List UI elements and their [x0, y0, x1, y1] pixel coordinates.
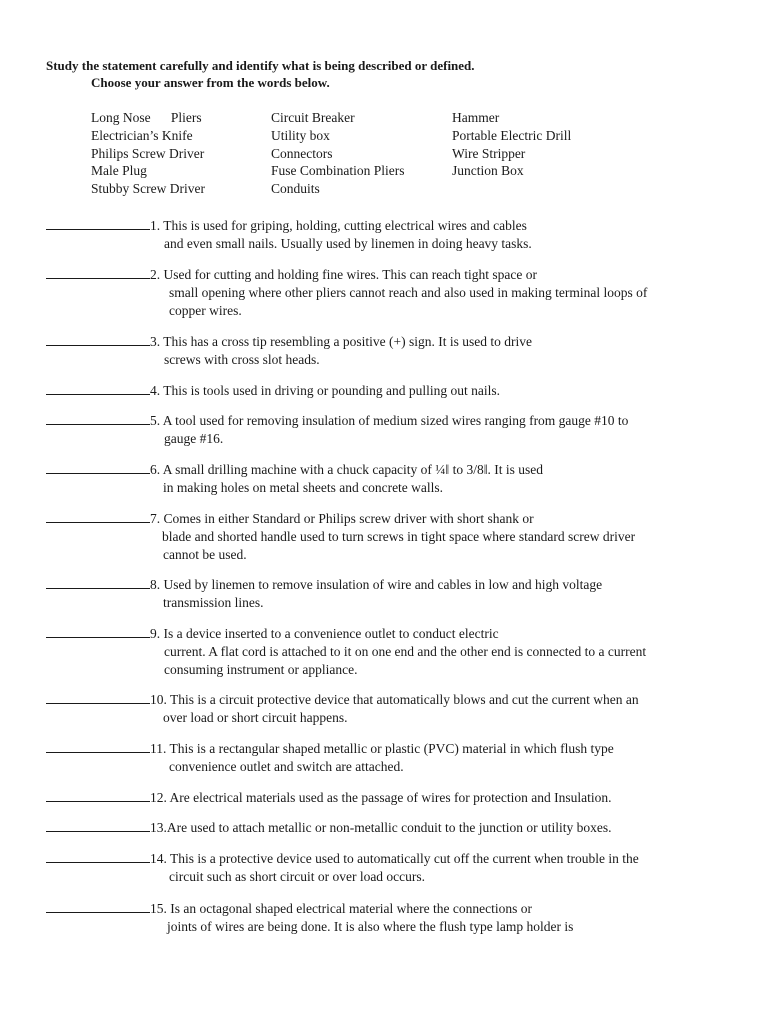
question-text: 15. Is an octagonal shaped electrical material where the connections or: [150, 901, 532, 916]
question-continuation: circuit such as short circuit or over load occurs.: [169, 869, 426, 884]
question-7: [46, 510, 635, 564]
question-text: 6. A small drilling machine with a chuck capacity of ¼‖ to 3/8‖. It is used: [150, 462, 544, 477]
word-bank-item: Hammer: [452, 110, 500, 125]
answer-blank[interactable]: [46, 900, 150, 913]
answer-blank[interactable]: [46, 789, 150, 802]
question-text: 7. Comes in either Standard or Philips screw driver with short shank or: [150, 511, 534, 526]
question-continuation: in making holes on metal sheets and concrete walls.: [163, 480, 444, 495]
question-continuation: small opening where other pliers cannot reach and also used in making terminal loops of: [169, 285, 648, 300]
question-10: [46, 691, 639, 727]
question-text: 4. This is tools used in driving or pounding and pulling out nails.: [150, 383, 500, 398]
word-bank-item: Utility box: [271, 127, 330, 143]
answer-blank[interactable]: [46, 691, 150, 704]
answer-blank[interactable]: [46, 740, 150, 753]
question-continuation: joints of wires are being done. It is also where the flush type lamp holder is: [167, 919, 574, 934]
word-bank-item: Electrician’s Knife: [91, 127, 193, 143]
word-bank-item: Stubby Screw Driver: [91, 181, 205, 197]
word-bank-item: Male Plug: [91, 163, 147, 179]
question-5: [46, 412, 628, 448]
word-bank-column-2: [271, 109, 405, 198]
word-bank-item: Long Nose Pliers: [91, 110, 202, 125]
question-text: 8. Used by linemen to remove insulation of wire and cables in low and high voltage: [150, 577, 603, 592]
question-9: [46, 625, 646, 679]
question-13: [46, 819, 612, 837]
answer-blank[interactable]: [46, 217, 150, 230]
answer-blank[interactable]: [46, 266, 150, 279]
answer-blank[interactable]: [46, 576, 150, 589]
question-continuation: cannot be used.: [163, 547, 247, 562]
answer-blank[interactable]: [46, 510, 150, 523]
question-continuation: gauge #16.: [164, 431, 224, 446]
answer-blank[interactable]: [46, 382, 150, 395]
question-continuation: and even small nails. Usually used by linemen in doing heavy tasks.: [164, 236, 532, 251]
answer-blank[interactable]: [46, 333, 150, 346]
instruction-line-1: Study the statement carefully and identify what is being described or defined.: [46, 58, 475, 73]
question-1: [46, 217, 532, 253]
question-continuation: over load or short circuit happens.: [163, 710, 348, 725]
word-bank-item: Fuse Combination Pliers: [271, 163, 405, 179]
word-bank-item: Circuit Breaker: [271, 110, 355, 125]
question-14: [46, 850, 639, 886]
question-continuation: convenience outlet and switch are attached.: [169, 759, 404, 774]
word-bank-item: Junction Box: [452, 163, 524, 179]
answer-blank[interactable]: [46, 819, 150, 832]
question-3: [46, 333, 532, 369]
question-continuation: blade and shorted handle used to turn screws in tight space where standard screw driver: [162, 529, 636, 544]
answer-blank[interactable]: [46, 625, 150, 638]
word-bank-column-1: [91, 109, 205, 198]
question-continuation: copper wires.: [169, 303, 242, 318]
instruction-line-2: Choose your answer from the words below.: [91, 75, 330, 90]
question-text: 2. Used for cutting and holding fine wires. This can reach tight space or: [150, 267, 538, 282]
question-2: [46, 266, 647, 320]
word-bank-item: Philips Screw Driver: [91, 145, 205, 161]
question-8: [46, 576, 602, 612]
question-continuation: transmission lines.: [163, 595, 264, 610]
word-bank-item: Connectors: [271, 145, 333, 161]
answer-blank[interactable]: [46, 412, 150, 425]
question-6: [46, 461, 543, 497]
question-text: 10. This is a circuit protective device that automatically blows and cut the current when an: [150, 692, 639, 707]
question-12: [46, 789, 611, 807]
question-text: 9. Is a device inserted to a convenience outlet to conduct electric: [150, 626, 499, 641]
question-text: 11. This is a rectangular shaped metallic or plastic (PVC) material in which flush type: [150, 741, 614, 756]
word-bank-item: Portable Electric Drill: [452, 127, 572, 143]
question-continuation: current. A flat cord is attached to it on one end and the other end is connected to a current: [164, 644, 647, 659]
question-continuation: consuming instrument or appliance.: [164, 662, 358, 677]
word-bank-item: Wire Stripper: [452, 145, 526, 161]
question-4: [46, 382, 500, 400]
question-text: 1. This is used for griping, holding, cutting electrical wires and cables: [150, 218, 527, 233]
question-11: [46, 740, 614, 776]
answer-blank[interactable]: [46, 461, 150, 474]
question-15: [46, 900, 573, 936]
word-bank-column-3: [452, 109, 571, 180]
question-continuation: screws with cross slot heads.: [164, 352, 320, 367]
question-text: 12. Are electrical materials used as the passage of wires for protection and Insulation.: [150, 790, 612, 805]
answer-blank[interactable]: [46, 850, 150, 863]
word-bank-item: Conduits: [271, 181, 320, 197]
question-text: 14. This is a protective device used to automatically cut off the current when trouble in the: [150, 851, 639, 866]
question-text: 3. This has a cross tip resembling a positive (+) sign. It is used to drive: [150, 334, 532, 349]
question-text: 13.Are used to attach metallic or non-metallic conduit to the junction or utility boxes.: [150, 820, 612, 835]
question-text: 5. A tool used for removing insulation of medium sized wires ranging from gauge #10 to: [150, 413, 629, 428]
